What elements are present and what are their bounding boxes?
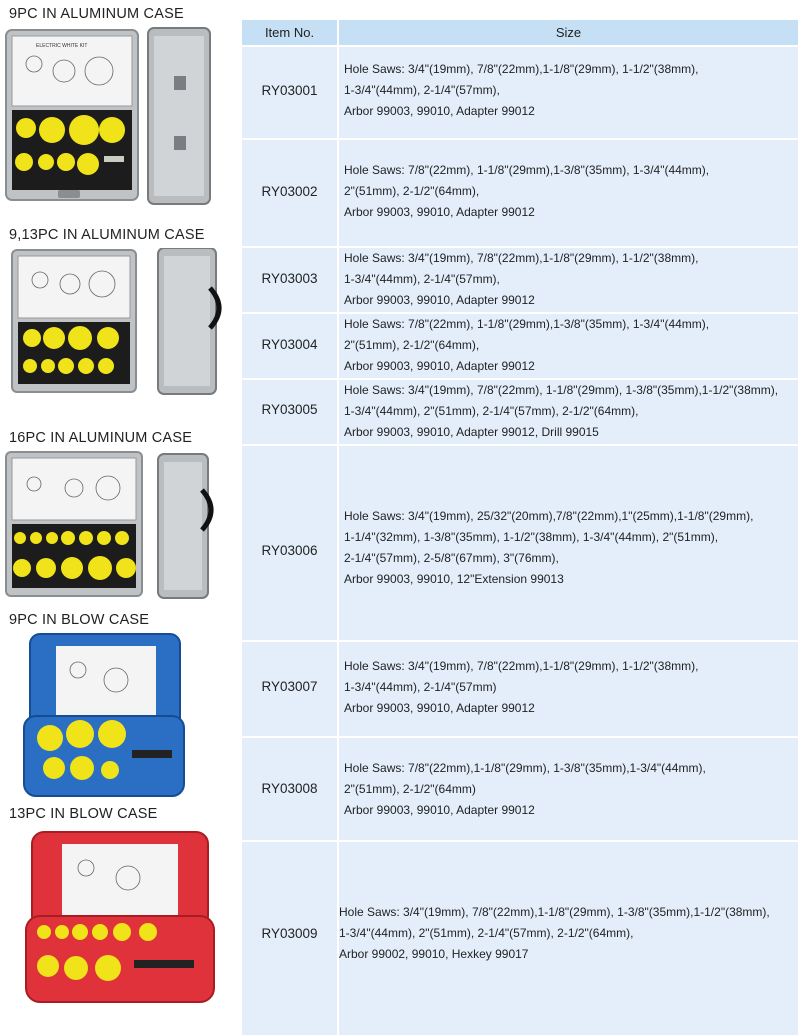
column-divider — [337, 20, 339, 1035]
size-cell: Hole Saws: 7/8"(22mm),1-1/8"(29mm), 1-3/8"(35mm),1-3/4"(44mm), 2"(51mm), 2-1/2"(64mm) Arbor 99003, 99010, Adapter 99012 — [344, 761, 706, 817]
item-number: RY03003 — [261, 271, 318, 286]
hole-saw-table — [242, 20, 798, 1035]
aluminum-case-13pc-photo — [10, 248, 234, 398]
aluminum-case-9pc-photo — [4, 26, 234, 208]
item-number: RY03002 — [261, 184, 318, 199]
item-number: RY03006 — [261, 543, 318, 558]
aluminum-case-16pc-photo — [4, 450, 234, 602]
case-title-4: 9PC IN BLOW CASE — [9, 612, 150, 628]
size-cell: Hole Saws: 3/4"(19mm), 7/8"(22mm),1-1/8"(29mm), 1-1/2"(38mm), 1-3/4"(44mm), 2-1/4"(57mm), Arbor 99003, 99010, Adapter 99012 — [344, 251, 699, 307]
case-title-1: 9PC IN ALUMINUM CASE — [9, 6, 184, 22]
size-cell: Hole Saws: 3/4"(19mm), 25/32"(20mm),7/8"(22mm),1"(25mm),1-1/8"(29mm), 1-1/4"(32mm), 1-3/8"(35mm), 1-1/2"(38mm), 1-3/4"(44mm), 2"(51mm), 2-1/4"(57mm), 2-5/8"(67mm), 3"(76mm), Arbor 99003, 99010, 12"Extension 99013 — [344, 509, 754, 586]
table-row — [242, 140, 798, 246]
item-number: RY03007 — [261, 679, 318, 694]
case-title-2: 9,13PC IN ALUMINUM CASE — [9, 227, 205, 243]
header-size: Size — [555, 25, 582, 40]
item-number: RY03001 — [261, 83, 318, 98]
table-row — [242, 642, 798, 736]
blue-blow-case-photo — [20, 630, 190, 800]
item-number: RY03004 — [261, 337, 318, 352]
table-row — [242, 380, 798, 444]
size-cell: Hole Saws: 3/4"(19mm), 7/8"(22mm),1-1/8"(29mm), 1-1/2"(38mm), 1-3/4"(44mm), 2-1/4"(57mm), Arbor 99003, 99010, Adapter 99012 — [344, 62, 699, 118]
table-header — [242, 20, 798, 45]
size-cell: Hole Saws: 3/4"(19mm), 7/8"(22mm), 1-1/8"(29mm), 1-3/8"(35mm),1-1/2"(38mm), 1-3/4"(44mm), 2"(51mm), 2-1/4"(57mm), 2-1/2"(64mm), Arbor 99003, 99010, Adapter 99012, Drill 99015 — [344, 383, 779, 439]
item-number: RY03009 — [261, 926, 318, 941]
item-number: RY03005 — [261, 402, 318, 417]
table-row — [242, 446, 798, 640]
kit-label-text: ELECTRIC WHITE KIT — [36, 43, 88, 49]
table-row — [242, 47, 798, 138]
size-cell: Hole Saws: 3/4"(19mm), 7/8"(22mm),1-1/8"(29mm), 1-1/2"(38mm), 1-3/4"(44mm), 2-1/4"(57mm) Arbor 99003, 99010, Adapter 99012 — [344, 659, 699, 715]
table-row — [242, 248, 798, 312]
item-number: RY03008 — [261, 781, 318, 796]
size-cell: Hole Saws: 3/4"(19mm), 7/8"(22mm),1-1/8"(29mm), 1-3/8"(35mm),1-1/2"(38mm), 1-3/4"(44mm), 2"(51mm), 2-1/4"(57mm), 2-1/2"(64mm), Arbor 99002, 99010, Hexkey 99017 — [339, 905, 770, 961]
table-row — [242, 738, 798, 840]
red-blow-case-photo — [24, 826, 218, 1006]
table-row — [242, 842, 798, 1035]
case-title-5: 13PC IN BLOW CASE — [9, 806, 158, 822]
size-cell: Hole Saws: 7/8"(22mm), 1-1/8"(29mm),1-3/8"(35mm), 1-3/4"(44mm), 2"(51mm), 2-1/2"(64mm), Arbor 99003, 99010, Adapter 99012 — [344, 163, 710, 219]
table-row — [242, 314, 798, 378]
size-cell: Hole Saws: 7/8"(22mm), 1-1/8"(29mm),1-3/8"(35mm), 1-3/4"(44mm), 2"(51mm), 2-1/2"(64mm), Arbor 99003, 99010, Adapter 99012 — [344, 317, 710, 373]
header-item-no: Item No. — [264, 25, 315, 40]
case-title-3: 16PC IN ALUMINUM CASE — [9, 430, 193, 446]
